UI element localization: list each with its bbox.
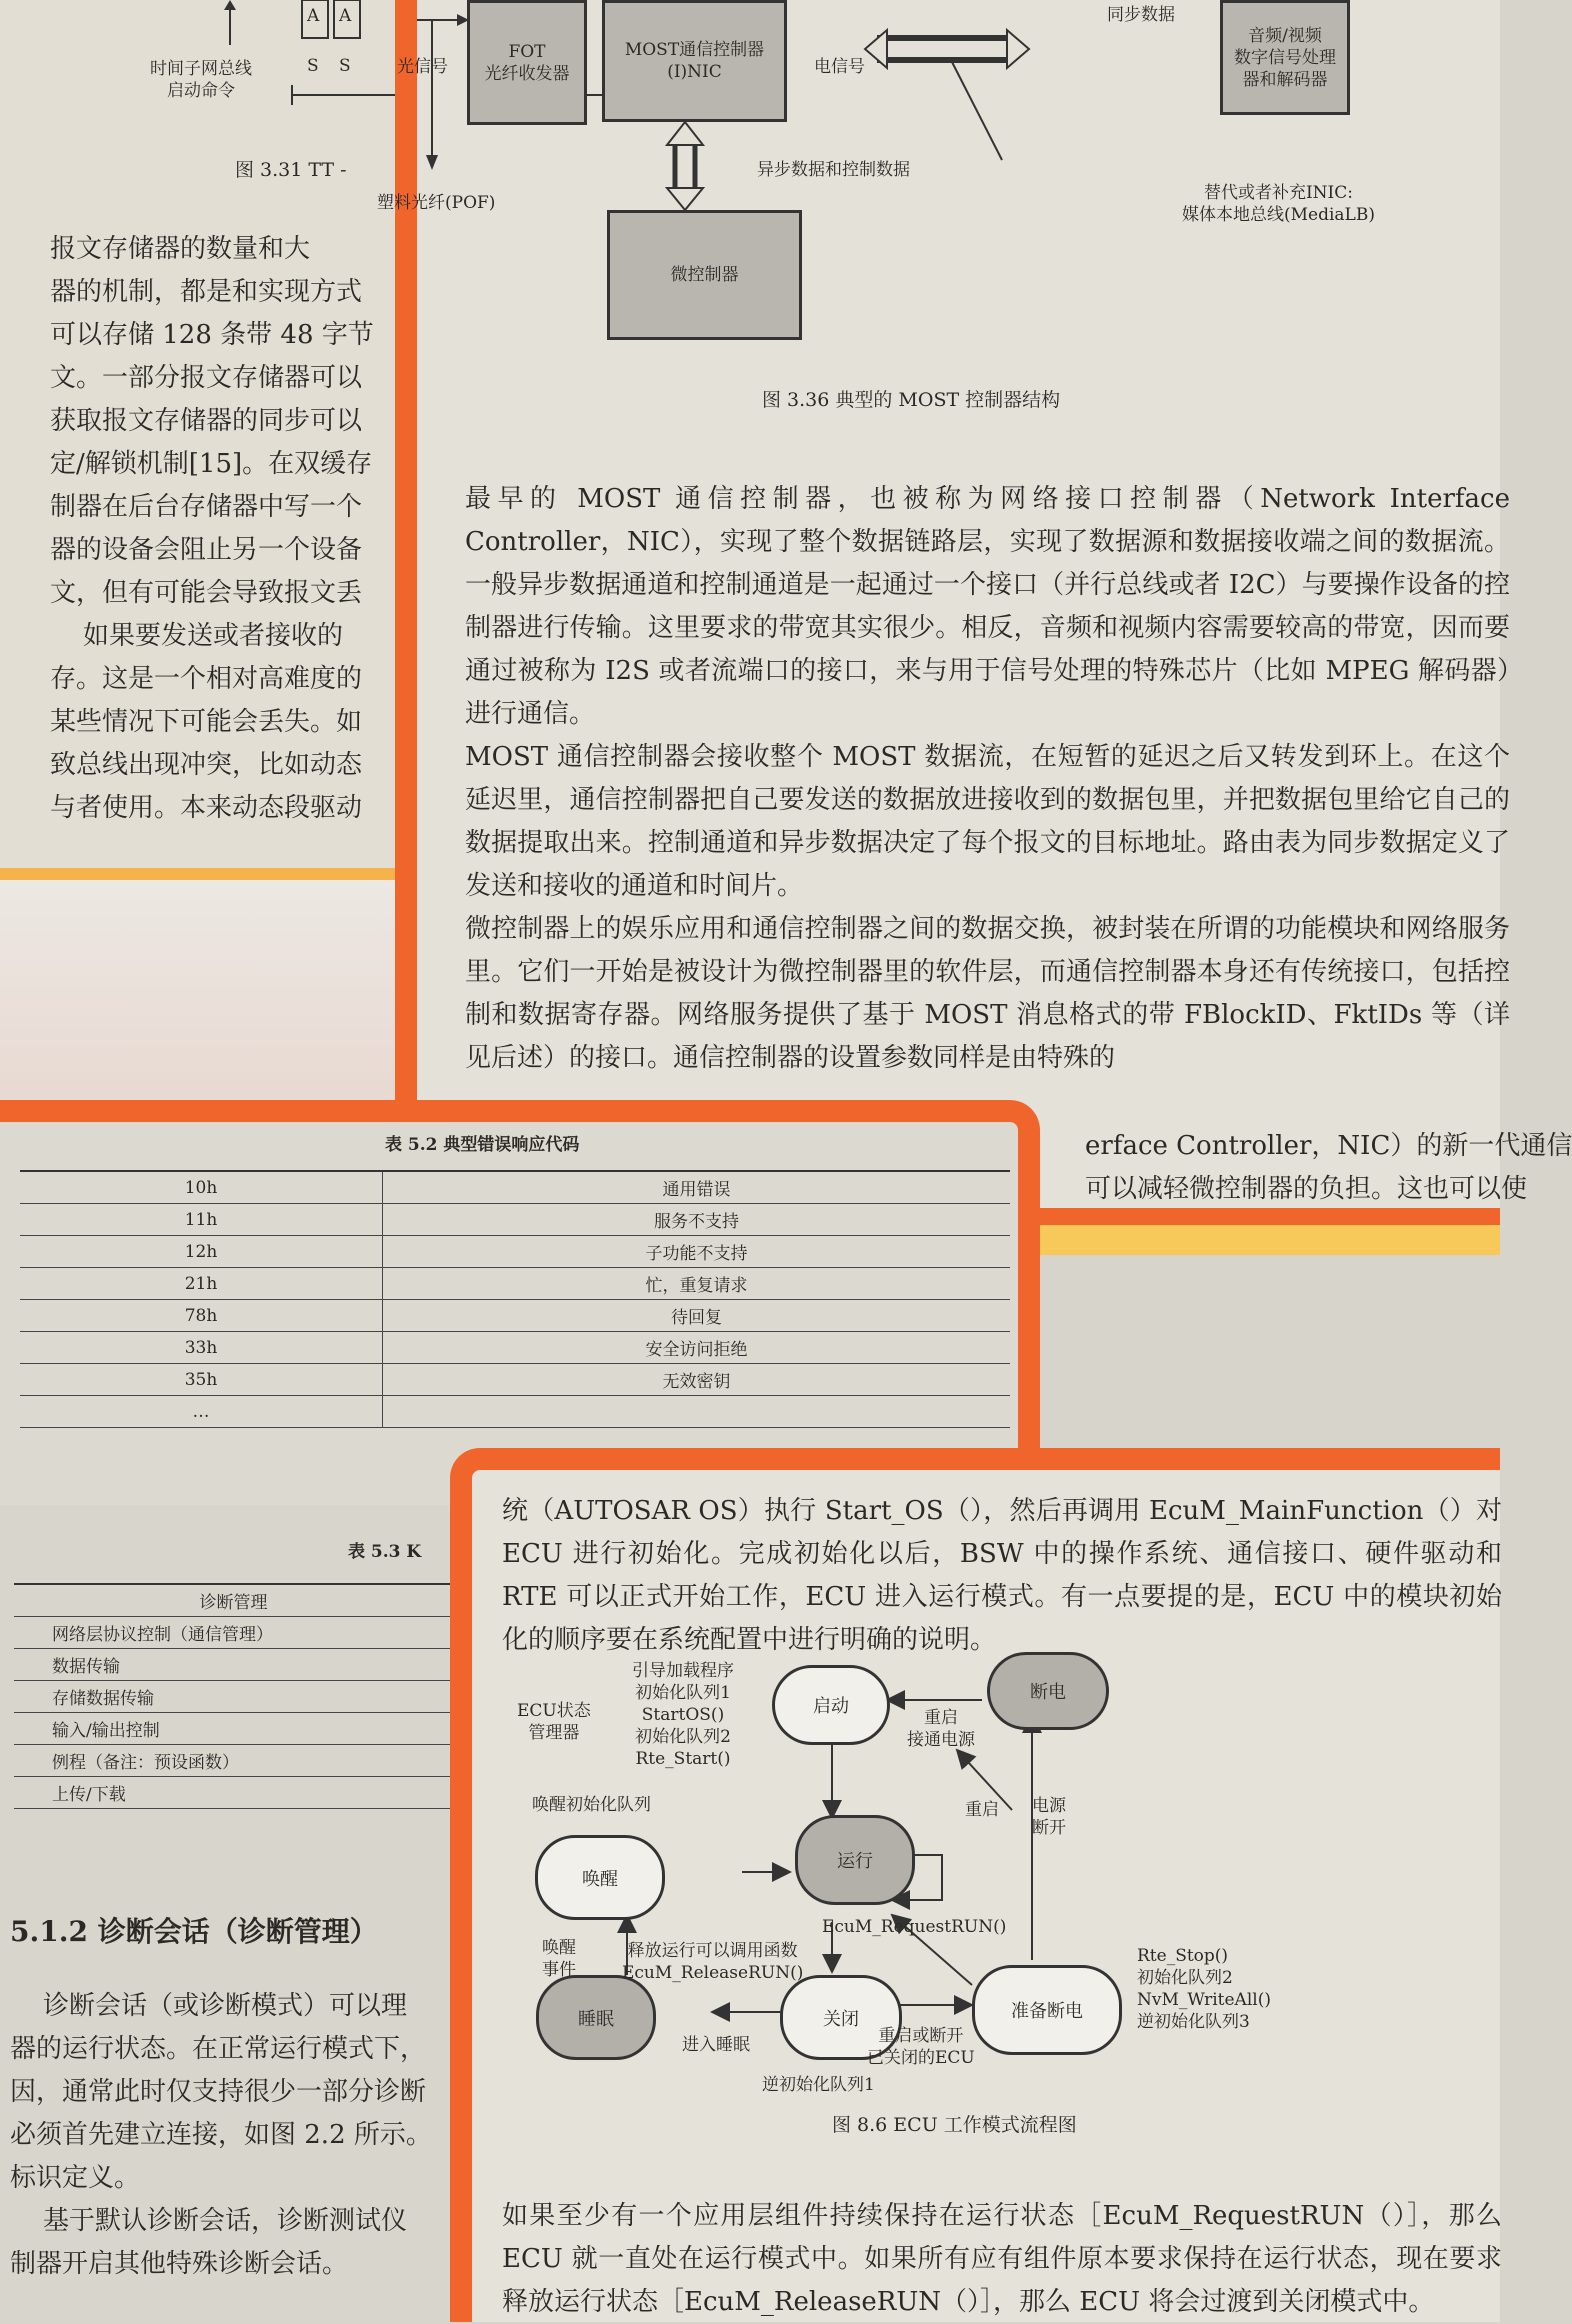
page-smear — [0, 880, 420, 1100]
service-cell: 存储数据传输 — [14, 1681, 454, 1713]
table-5-3-title: 表 5.3 K — [348, 1542, 422, 1562]
error-code-cell: 78h — [20, 1300, 383, 1332]
slot-a2-label: A — [339, 6, 352, 26]
page-table-5-3 — [0, 1505, 470, 2322]
request-run-label: EcuM_RequestRUN() — [822, 1917, 1007, 1937]
state-sleep: 睡眠 — [536, 1975, 656, 2060]
error-meaning-cell: 忙，重复请求 — [383, 1268, 1011, 1300]
state-shutdown: 关闭 — [780, 1975, 902, 2060]
error-code-cell: … — [20, 1396, 383, 1428]
release-run-label: 释放运行可以调用函数 EcuM_ReleaseRUN() — [622, 1941, 804, 1983]
table-row — [20, 1300, 1010, 1332]
service-cell: 网络层协议控制（通信管理） — [14, 1617, 454, 1649]
pof-label: 塑料光纤(POF) — [377, 193, 496, 213]
error-code-cell: 35h — [20, 1364, 383, 1396]
ecu-outro-paragraph: 如果至少有一个应用层组件持续保持在运行状态［EcuM_RequestRUN（）］，那么 ECU 就一直处在运行模式中。如果所有应有组件原本要求保持在运行状态，现在要求释放运行状态［EcuM_ReleaseRUN（）］，那么 ECU 将会过渡到关闭模式中。 — [502, 2201, 1502, 2317]
state-startup: 启动 — [772, 1665, 890, 1745]
service-cell: 输入/输出控制 — [14, 1713, 454, 1745]
service-cell: 例程（备注：预设函数） — [14, 1745, 454, 1777]
table-row — [14, 1649, 454, 1681]
state-prepare-shutdown: 准备断电 — [972, 1965, 1122, 2055]
figure-3-36-caption: 图 3.36 典型的 MOST 控制器结构 — [762, 389, 1061, 411]
page-most — [377, 0, 1572, 1230]
highlight-bar — [1040, 1225, 1500, 1255]
most-paragraph-3: 微控制器上的娱乐应用和通信控制器之间的数据交换，被封装在所谓的功能模块和网络服务里。它们一开始是被设计为微控制器里的软件层，而通信控制器本身还有传统接口，包括控制和数据寄存器。网络服务提供了基于 MOST 消息格式的带 FBlockID、FktIDs 等（详见后述）的接口。通信控制器的设置参数同样是由特殊的 — [465, 914, 1510, 1073]
state-power-off: 断电 — [987, 1652, 1109, 1730]
table-row — [20, 1204, 1010, 1236]
error-code-cell: 33h — [20, 1332, 383, 1364]
enter-sleep-label: 进入睡眠 — [682, 2035, 750, 2055]
table-5-2-title: 表 5.2 典型错误响应代码 — [385, 1135, 580, 1155]
electrical-signal-label: 电信号 — [814, 57, 865, 77]
error-meaning-cell: 无效密钥 — [383, 1364, 1011, 1396]
table-row — [14, 1617, 454, 1649]
restart-power-on-label: 重启 接通电源 — [907, 1708, 975, 1750]
page-ecu-modes — [450, 1448, 1500, 2322]
wakeup-event-label: 唤醒 事件 — [542, 1938, 576, 1980]
table-row — [20, 1332, 1010, 1364]
most-paragraph-2: MOST 通信控制器会接收整个 MOST 数据流，在短暂的延迟之后又转发到环上。在这个延迟里，通信控制器把自己要发送的数据放进接收到的数据包里，并把数据包里给它自己的数据提取出来。控制通道和异步数据决定了每个报文的目标地址。路由表为同步数据定义了发送和接收的通道和时间片。 — [465, 742, 1510, 901]
power-cut-label: 电源 断开 — [1032, 1796, 1066, 1838]
error-meaning-cell: 待回复 — [383, 1300, 1011, 1332]
diagnostic-service-table — [14, 1583, 454, 1809]
optical-signal-label: 光信号 — [397, 57, 448, 77]
error-code-cell: 12h — [20, 1236, 383, 1268]
most-paragraph-1: 最早的 MOST 通信控制器，也被称为网络接口控制器（Network Interface Controller，NIC），实现了整个数据链路层，实现了数据源和数据接收端之间的数据流。一般异步数据通道和控制通道是一起通过一个接口（并行总线或者 I2C）与要操作设备的控制器进行传输。这里要求的带宽其实很少。相反，音频和视频内容需要较高的带宽，因而要通过被称为 I2S 或者流端口的接口，来与用于信号处理的特殊芯片（比如 MPEG 解码器）进行通信。 — [465, 484, 1510, 729]
slot-s2-label: S — [339, 56, 351, 76]
ecu-intro-paragraph: 统（AUTOSAR OS）执行 Start_OS（），然后再调用 EcuM_MainFunction（）对 ECU 进行初始化。完成初始化以后，BSW 中的操作系统、通信接口、硬件驱动和 RTE 可以正式开始工作，ECU 进入运行模式。有一点要提的是，ECU 中的模块初始化的顺序要在系统配置中进行明确的说明。 — [502, 1496, 1502, 1655]
figure-8-6-caption: 图 8.6 ECU 工作模式流程图 — [832, 2114, 1077, 2136]
microcontroller-box: 微控制器 — [607, 210, 802, 340]
figure-3-31-caption: 图 3.31 TT - — [235, 159, 347, 181]
table-row — [14, 1745, 454, 1777]
ecu-state-manager-label: ECU状态 管理器 — [517, 1701, 591, 1743]
error-code-cell: 11h — [20, 1204, 383, 1236]
service-cell: 数据传输 — [14, 1649, 454, 1681]
left-top-paragraph: 报文存储器的数量和大 器的机制，都是和实现方式 可以存储 128 条带 48 字节 文。一部分报文存储器可以 获取报文存储器的同步可以 定/解锁机制[15]。在双缓存 制器在后台存储器中写一个 器的设备会阻止另一个设备 文，但有可能会导致报文丢 如果要发送或者接收的 存。这是一个相对高难度的 某些情况下可能会丢失。如 致总线出现冲突，比如动态 与者使用。本来动态段驱动 — [50, 234, 374, 823]
table-row — [14, 1777, 454, 1809]
fot-transceiver-box: FOT 光纤收发器 — [467, 0, 587, 125]
restart-label: 重启 — [965, 1800, 999, 1820]
table-row — [20, 1396, 1010, 1428]
sync-command-label: 时间子网总线 启动命令 — [150, 59, 252, 101]
av-dsp-box: 音频/视频 数字信号处理 器和解码器 — [1220, 0, 1350, 115]
service-cell: 上传/下载 — [14, 1777, 454, 1809]
inic-note-label: 替代或者补充INIC: 媒体本地总线(MediaLB) — [1182, 183, 1375, 225]
page-top-left — [0, 0, 420, 880]
error-meaning-cell: 通用错误 — [383, 1171, 1011, 1204]
prepare-actions-label: Rte_Stop() 初始化队列2 NvM_WriteAll() 逆初始化队列3 — [1137, 1946, 1271, 2032]
table-row — [14, 1681, 454, 1713]
wakeup-init-label: 唤醒初始化队列 — [532, 1795, 651, 1815]
section-5-1-2-heading: 5.1.2 诊断会话（诊断管理） — [10, 1915, 378, 1948]
error-meaning-cell — [383, 1396, 1011, 1428]
error-code-cell: 21h — [20, 1268, 383, 1300]
state-run: 运行 — [795, 1815, 915, 1905]
error-code-table — [20, 1170, 1010, 1428]
slot-s1-label: S — [307, 56, 319, 76]
slot-a1-label: A — [307, 6, 320, 26]
table-row — [14, 1713, 454, 1745]
section-5-1-2-paragraph: 诊断会话（或诊断模式）可以理 器的运行状态。在正常运行模式下， 因，通常此时仅支持很少一部分诊断 必须首先建立连接，如图 2.2 所示。 标识定义。 基于默认诊断会话，诊断测试仪 制器开启其他特殊诊断会话。 — [10, 1991, 432, 2279]
table-row — [20, 1171, 1010, 1204]
error-meaning-cell: 安全访问拒绝 — [383, 1332, 1011, 1364]
highlight-band — [0, 868, 430, 880]
table-5-3-header: 诊断管理 — [14, 1584, 454, 1617]
table-row — [20, 1236, 1010, 1268]
error-meaning-cell: 服务不支持 — [383, 1204, 1011, 1236]
table-row — [20, 1268, 1010, 1300]
state-wakeup: 唤醒 — [535, 1835, 665, 1920]
most-controller-box: MOST通信控制器 (I)NIC — [602, 0, 787, 122]
error-meaning-cell: 子功能不支持 — [383, 1236, 1011, 1268]
most-body — [465, 478, 1510, 1080]
sync-data-label: 同步数据 — [1107, 5, 1175, 25]
deinit-queue-1-label: 逆初始化队列1 — [762, 2075, 875, 2095]
async-data-label: 异步数据和控制数据 — [757, 160, 910, 180]
most-tail-line-2: 可以减轻微控制器的负担。这也可以使 — [1085, 1174, 1528, 1204]
restart-or-off-label: 重启或断开 已关闭的ECU — [867, 2026, 975, 2068]
most-tail-line-1: erface Controller，NIC）的新一代通信 — [1085, 1131, 1572, 1161]
bootloader-label: 引导加载程序 初始化队列1 StartOS() 初始化队列2 Rte_Start() — [632, 1661, 734, 1769]
table-row — [20, 1364, 1010, 1396]
error-code-cell: 10h — [20, 1171, 383, 1204]
